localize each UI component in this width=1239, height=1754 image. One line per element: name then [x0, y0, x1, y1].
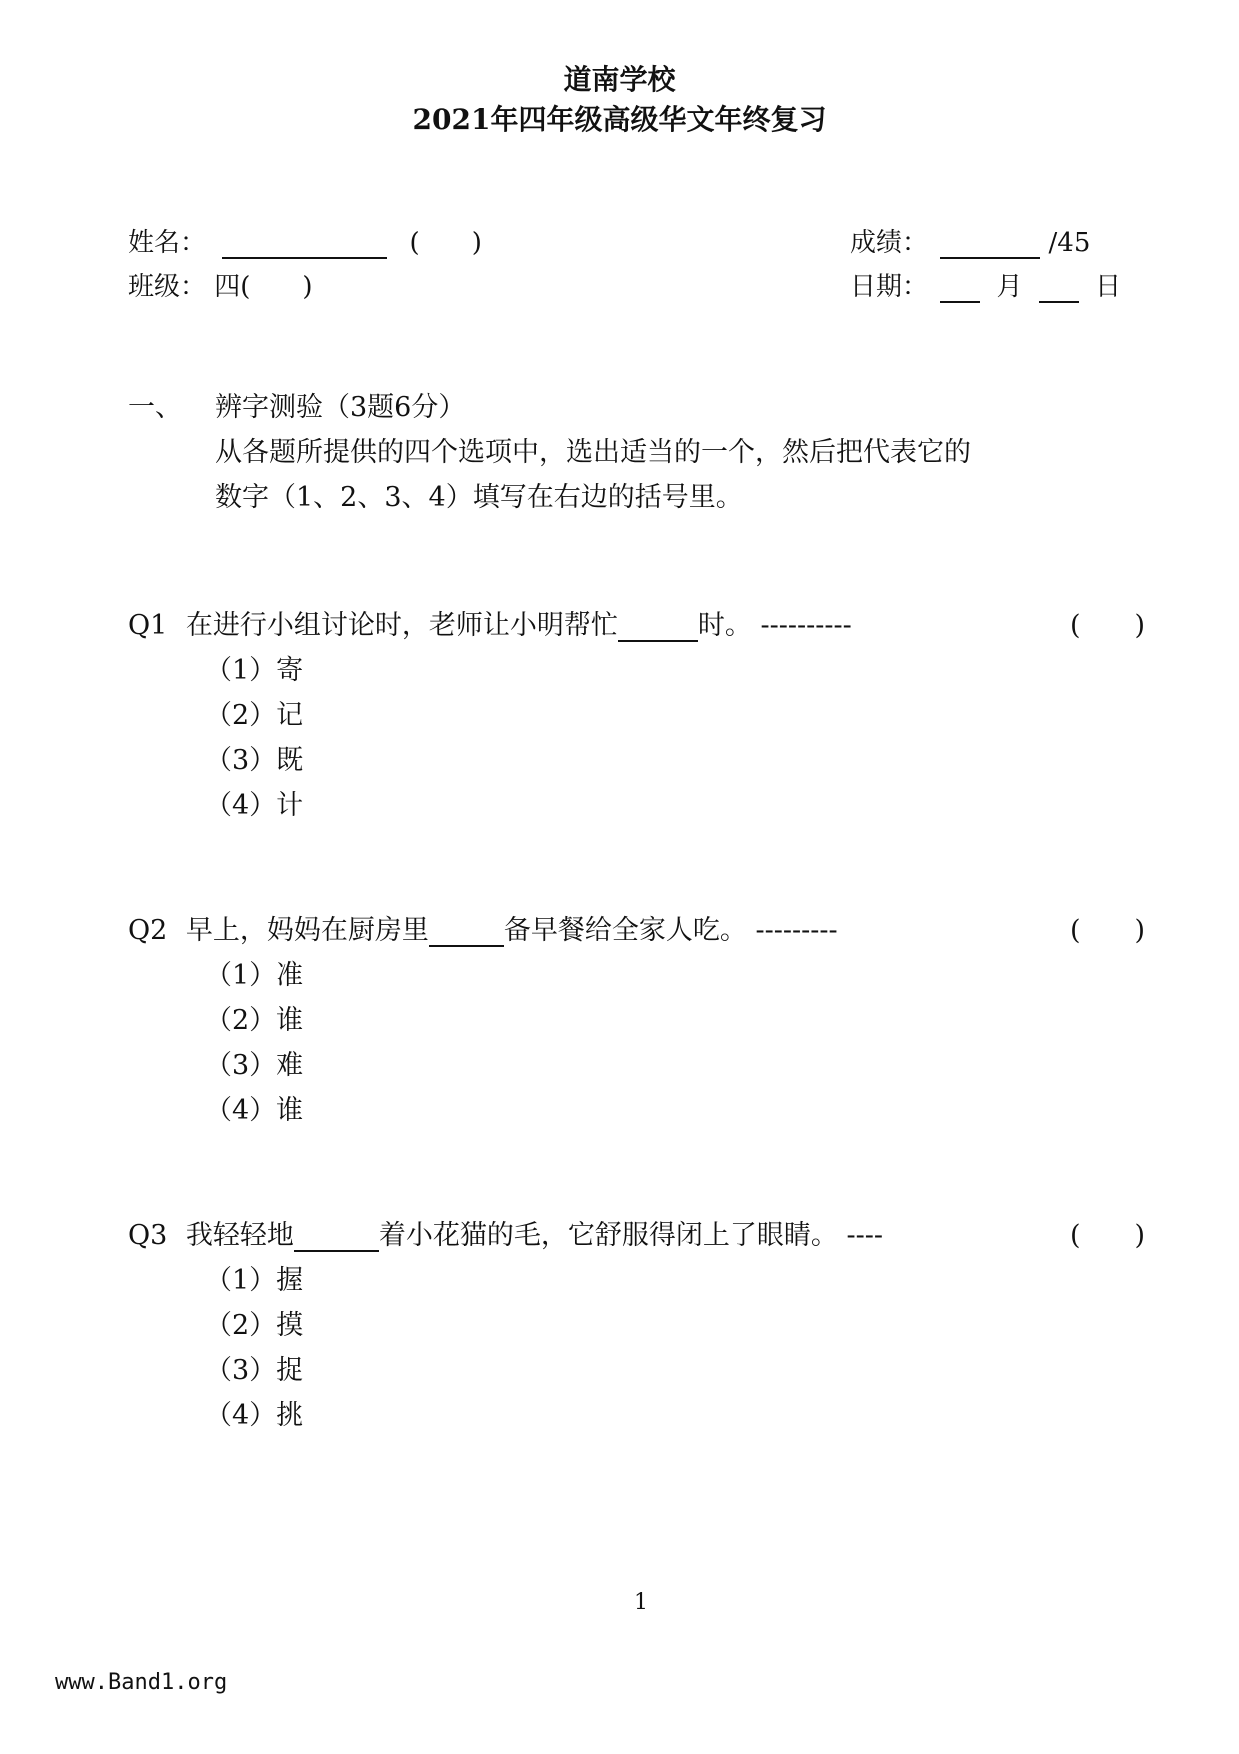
month-blank[interactable] — [940, 277, 980, 303]
day-blank[interactable] — [1039, 277, 1079, 303]
question-text-after: 着小花猫的毛，它舒服得闭上了眼睛。 — [378, 1220, 838, 1251]
question-2-stem — [128, 908, 838, 947]
question-label: Q1 — [128, 610, 168, 641]
dotted-leader: ---- — [846, 1220, 884, 1251]
question-3-stem — [128, 1213, 883, 1252]
score-blank[interactable] — [940, 233, 1040, 259]
question-1-stem — [128, 603, 852, 642]
section-instruction-line2: 数字（1、2、3、4）填写在右边的括号里。 — [215, 482, 743, 513]
answer-parentheses[interactable]: ( ) — [1070, 610, 1146, 641]
section-number: 一、 — [128, 392, 182, 423]
question-label: Q3 — [128, 1220, 168, 1251]
date-field — [850, 266, 1121, 303]
page-number: 1 — [634, 1590, 648, 1615]
answer-parentheses[interactable]: ( ) — [1070, 915, 1146, 946]
name-field — [128, 222, 482, 259]
question-text-before: 早上，妈妈在厨房里 — [185, 915, 429, 946]
option-1: （1）握 — [205, 1265, 304, 1296]
fill-blank — [294, 1226, 379, 1252]
class-field — [128, 266, 313, 303]
page-title: 2021年四年级高级华文年终复习 — [412, 103, 827, 136]
option-3: （3）既 — [205, 745, 304, 776]
class-value[interactable]: 四( ) — [214, 272, 313, 302]
name-blank[interactable] — [222, 233, 387, 259]
school-name: 道南学校 — [563, 63, 676, 96]
option-2: （2）谁 — [205, 1005, 304, 1036]
option-4: （4）挑 — [205, 1400, 304, 1431]
option-1: （1）寄 — [205, 655, 304, 686]
answer-parentheses[interactable]: ( ) — [1070, 1220, 1146, 1251]
footer-url: www.Band1.org — [55, 1670, 228, 1695]
name-number-paren[interactable]: ( ) — [409, 228, 482, 258]
option-4: （4）计 — [205, 790, 304, 821]
question-text-after: 备早餐给全家人吃。 — [503, 915, 747, 946]
section-instruction-line1: 从各题所提供的四个选项中，选出适当的一个，然后把代表它的 — [215, 437, 971, 468]
option-4: （4）谁 — [205, 1095, 304, 1126]
question-label: Q2 — [128, 915, 168, 946]
section-title: 辨字测验（3题6分） — [215, 392, 466, 423]
score-field — [850, 222, 1090, 259]
class-label: 班级： — [128, 272, 207, 302]
score-total: /45 — [1048, 228, 1091, 258]
option-3: （3）捉 — [205, 1355, 304, 1386]
score-label: 成绩： — [850, 228, 929, 258]
month-label: 月 — [996, 272, 1023, 302]
name-label: 姓名： — [128, 228, 207, 258]
option-1: （1）准 — [205, 960, 304, 991]
question-text-after: 时。 — [697, 610, 752, 641]
option-2: （2）记 — [205, 700, 304, 731]
dotted-leader: ---------- — [760, 610, 852, 641]
question-text-before: 在进行小组讨论时，老师让小明帮忙 — [185, 610, 618, 641]
fill-blank — [618, 616, 698, 642]
dotted-leader: --------- — [755, 915, 838, 946]
option-3: （3）难 — [205, 1050, 304, 1081]
day-label: 日 — [1095, 272, 1122, 302]
date-label: 日期： — [850, 272, 929, 302]
question-text-before: 我轻轻地 — [185, 1220, 294, 1251]
option-2: （2）摸 — [205, 1310, 304, 1341]
fill-blank — [429, 921, 504, 947]
